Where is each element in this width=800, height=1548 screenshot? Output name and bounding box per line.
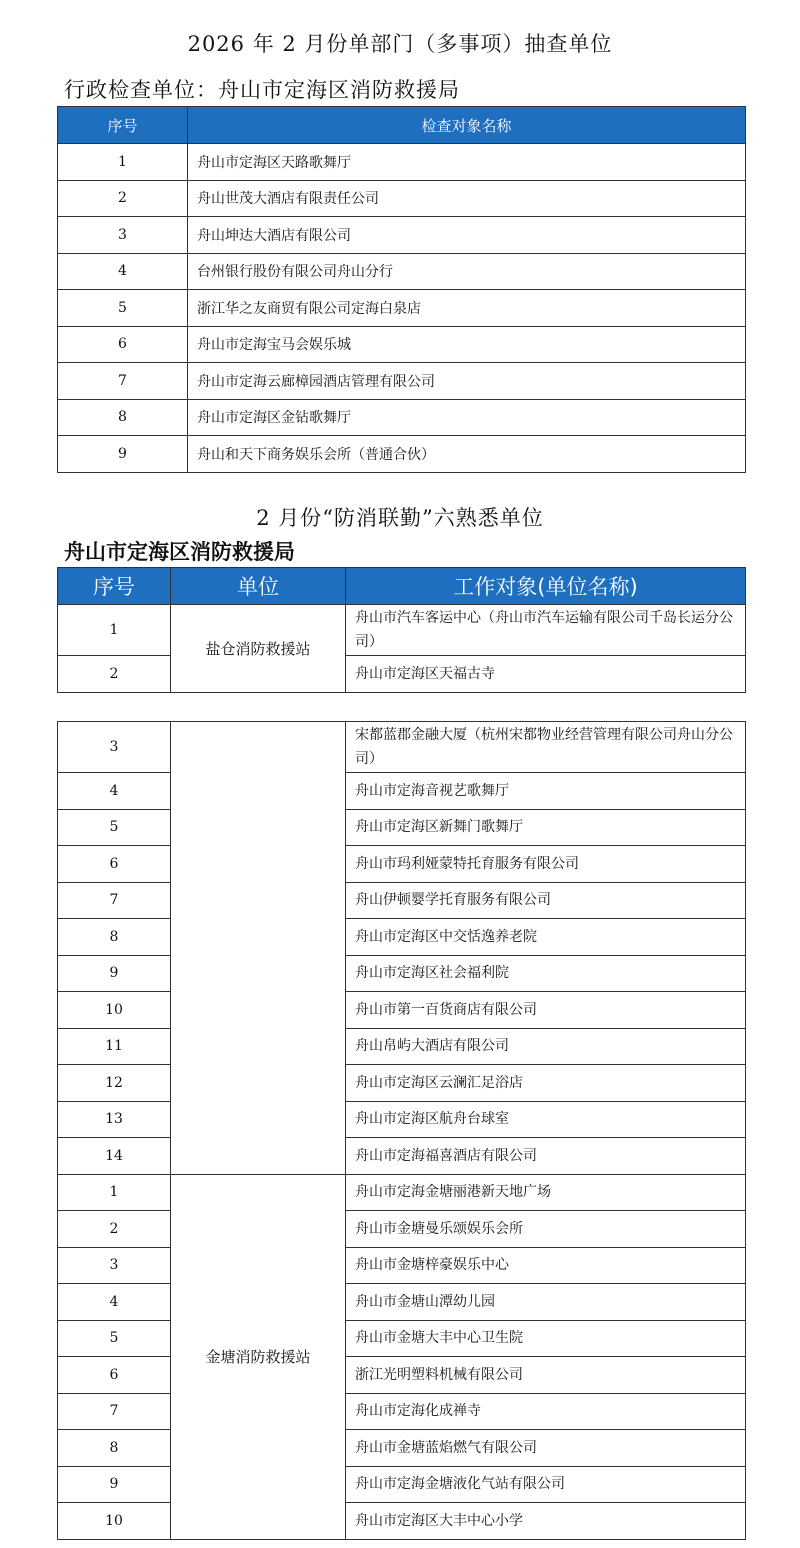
table-row	[58, 955, 746, 992]
row-name: 舟山市定海区金钻歌舞厅	[188, 399, 746, 436]
row-object: 舟山市金塘曼乐颂娱乐会所	[346, 1211, 746, 1248]
row-name: 舟山市定海宝马会娱乐城	[188, 326, 746, 363]
row-seq: 2	[58, 180, 188, 217]
familiarization-table-2	[57, 721, 746, 1540]
table-row	[58, 656, 746, 693]
row-seq: 4	[58, 253, 188, 290]
row-object: 舟山市定海金塘液化气站有限公司	[346, 1466, 746, 1503]
row-object: 舟山市玛利娅蒙特托育服务有限公司	[346, 846, 746, 883]
table-row	[58, 1466, 746, 1503]
row-seq: 6	[58, 1357, 171, 1394]
section1-title: 2026 年 2 月份单部门（多事项）抽查单位	[187, 32, 613, 56]
header-object: 工作对象(单位名称)	[346, 568, 746, 605]
station-unit	[171, 722, 346, 1175]
table-row	[58, 1357, 746, 1394]
table-row	[58, 605, 746, 656]
row-seq: 7	[58, 882, 171, 919]
table-row	[58, 773, 746, 810]
row-seq: 9	[58, 436, 188, 473]
header-seq: 序号	[58, 568, 171, 605]
table-row	[58, 253, 746, 290]
row-object: 舟山市定海区中交恬逸养老院	[346, 919, 746, 956]
table-row	[58, 217, 746, 254]
table-row	[58, 1320, 746, 1357]
row-seq: 7	[58, 363, 188, 400]
row-seq: 5	[58, 290, 188, 327]
row-seq: 8	[58, 919, 171, 956]
table-row	[58, 1028, 746, 1065]
row-object: 舟山市定海区社会福利院	[346, 955, 746, 992]
row-seq: 12	[58, 1065, 171, 1102]
header-seq: 序号	[58, 107, 188, 144]
row-seq: 5	[58, 1320, 171, 1357]
row-seq: 2	[58, 656, 171, 693]
station-unit: 盐仓消防救援站	[171, 605, 346, 693]
row-object: 舟山市金塘梓豪娱乐中心	[346, 1247, 746, 1284]
row-seq: 7	[58, 1393, 171, 1430]
row-seq: 2	[58, 1211, 171, 1248]
row-seq: 1	[58, 605, 171, 656]
table-row	[58, 846, 746, 883]
row-object: 舟山市汽车客运中心（舟山市汽车运输有限公司千岛长运分公司）	[346, 605, 746, 656]
table-header-row	[58, 107, 746, 144]
row-object: 舟山市定海区云澜汇足浴店	[346, 1065, 746, 1102]
table-row	[58, 1065, 746, 1102]
table-row	[58, 326, 746, 363]
row-name: 舟山和天下商务娱乐会所（普通合伙）	[188, 436, 746, 473]
table-row	[58, 363, 746, 400]
row-name: 舟山坤达大酒店有限公司	[188, 217, 746, 254]
row-seq: 4	[58, 1284, 171, 1321]
table-row	[58, 919, 746, 956]
row-seq: 1	[58, 1174, 171, 1211]
table-row	[58, 882, 746, 919]
table-row	[58, 722, 746, 773]
row-object: 舟山市定海化成禅寺	[346, 1393, 746, 1430]
table-row	[58, 399, 746, 436]
table-row	[58, 1393, 746, 1430]
table-row	[58, 809, 746, 846]
section2-title: 2 月份“防消联勤”六熟悉单位	[256, 506, 544, 530]
row-object: 舟山帛屿大酒店有限公司	[346, 1028, 746, 1065]
row-seq: 1	[58, 144, 188, 181]
row-seq: 8	[58, 399, 188, 436]
row-object: 舟山市定海区大丰中心小学	[346, 1503, 746, 1540]
familiarization-table-1	[57, 567, 746, 693]
row-seq: 6	[58, 846, 171, 883]
inspection-table-body	[58, 144, 746, 473]
row-seq: 9	[58, 955, 171, 992]
row-seq: 3	[58, 722, 171, 773]
familiarization-table-2-body	[58, 722, 746, 1540]
table-row	[58, 1247, 746, 1284]
row-object: 舟山市定海音视艺歌舞厅	[346, 773, 746, 810]
row-seq: 6	[58, 326, 188, 363]
row-object: 舟山市金塘蓝焰燃气有限公司	[346, 1430, 746, 1467]
row-seq: 14	[58, 1138, 171, 1175]
row-object: 舟山市定海福喜酒店有限公司	[346, 1138, 746, 1175]
section1-subtitle: 行政检查单位：舟山市定海区消防救援局	[64, 78, 460, 102]
row-object: 浙江光明塑料机械有限公司	[346, 1357, 746, 1394]
table-row	[58, 1101, 746, 1138]
row-object: 舟山市定海金塘丽港新天地广场	[346, 1174, 746, 1211]
table-row	[58, 1430, 746, 1467]
row-object: 舟山市金塘山潭幼儿园	[346, 1284, 746, 1321]
familiarization-table-1-body	[58, 605, 746, 693]
row-seq: 9	[58, 1466, 171, 1503]
section2-subtitle: 舟山市定海区消防救援局	[64, 540, 295, 564]
table-row	[58, 1174, 746, 1211]
row-object: 舟山市定海区天福古寺	[346, 656, 746, 693]
row-object: 舟山市金塘大丰中心卫生院	[346, 1320, 746, 1357]
row-seq: 10	[58, 1503, 171, 1540]
table-row	[58, 436, 746, 473]
row-name: 舟山世茂大酒店有限责任公司	[188, 180, 746, 217]
inspection-table	[57, 106, 746, 473]
row-seq: 5	[58, 809, 171, 846]
row-seq: 13	[58, 1101, 171, 1138]
row-name: 舟山市定海云廊樟园酒店管理有限公司	[188, 363, 746, 400]
row-seq: 8	[58, 1430, 171, 1467]
header-name: 检查对象名称	[188, 107, 746, 144]
table-row	[58, 1211, 746, 1248]
row-seq: 4	[58, 773, 171, 810]
table-row	[58, 180, 746, 217]
row-seq: 3	[58, 217, 188, 254]
row-seq: 3	[58, 1247, 171, 1284]
table-row	[58, 290, 746, 327]
station-unit: 金塘消防救援站	[171, 1174, 346, 1539]
row-object: 宋都蓝郡金融大厦（杭州宋都物业经营管理有限公司舟山分公司）	[346, 722, 746, 773]
row-object: 舟山市定海区航舟台球室	[346, 1101, 746, 1138]
row-object: 舟山市第一百货商店有限公司	[346, 992, 746, 1029]
table-row	[58, 992, 746, 1029]
table-row	[58, 1284, 746, 1321]
row-name: 浙江华之友商贸有限公司定海白泉店	[188, 290, 746, 327]
row-name: 台州银行股份有限公司舟山分行	[188, 253, 746, 290]
row-object: 舟山市定海区新舞门歌舞厅	[346, 809, 746, 846]
table-row	[58, 144, 746, 181]
row-name: 舟山市定海区天路歌舞厅	[188, 144, 746, 181]
header-unit: 单位	[171, 568, 346, 605]
table-header-row	[58, 568, 746, 605]
row-object: 舟山伊顿婴学托育服务有限公司	[346, 882, 746, 919]
row-seq: 10	[58, 992, 171, 1029]
table-row	[58, 1503, 746, 1540]
table-row	[58, 1138, 746, 1175]
row-seq: 11	[58, 1028, 171, 1065]
